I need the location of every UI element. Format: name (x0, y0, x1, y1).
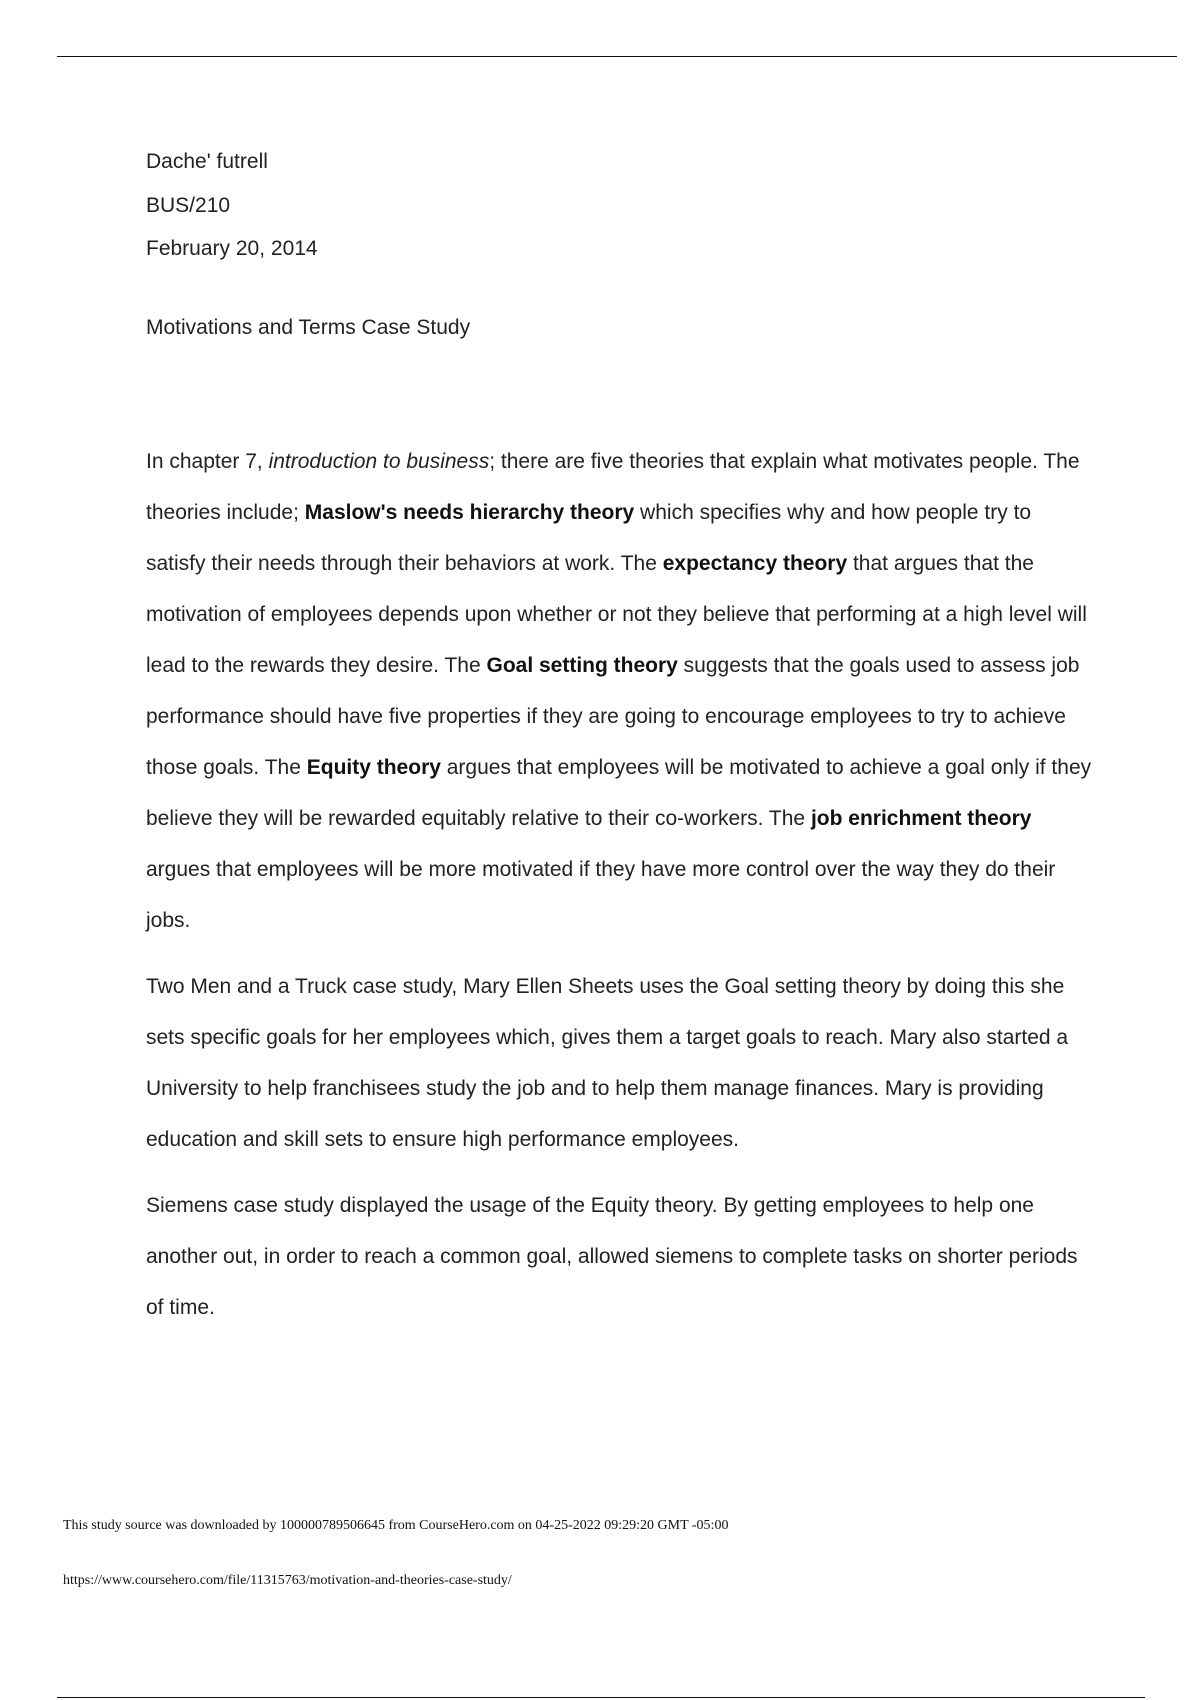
paragraph-text: that argues that the motivation of employees depends upon whether or not they believe that performing at a high level will lead to the rewards they desire. The (146, 551, 1087, 677)
paragraph-text: ; there are five theories that explain what motivates people. The theories include; (146, 449, 1080, 524)
download-source-note: This study source was downloaded by 100000789506645 from CourseHero.com on 04-25-2022 09:29:20 GMT -05:00 (63, 1518, 729, 1533)
paragraph-text: which specifies why and how people try to satisfy their needs through their behaviors at work. The (146, 500, 1032, 575)
term-expectancy: expectancy theory (662, 551, 848, 575)
paragraph-text: In chapter 7, (146, 449, 269, 473)
paragraph-siemens: Siemens case study displayed the usage of the Equity theory. By getting employees to help one another out, in order to reach a common goal, allowed siemens to complete tasks on shorter periods of time. (146, 1193, 1078, 1319)
source-url[interactable]: https://www.coursehero.com/file/11315763/motivation-and-theories-case-study/ (63, 1573, 512, 1588)
term-goal-setting: Goal setting theory (486, 653, 678, 677)
term-equity: Equity theory (306, 755, 441, 779)
document-title: Motivations and Terms Case Study (146, 315, 471, 339)
paragraph-two-men-truck: Two Men and a Truck case study, Mary Ellen Sheets uses the Goal setting theory by doing this she sets specific goals for her employees which, gives them a target goals to reach. Mary also started a University to help franchisees study the job and to help them manage finances. Mary is providing education and skill sets to ensure high performance employees. (146, 974, 1069, 1151)
top-rule (57, 56, 1177, 57)
paragraph-text: argues that employees will be motivated to achieve a goal only if they believe they will be rewarded equitably relative to their co-workers. The (146, 755, 1092, 830)
course-code: BUS/210 (146, 193, 231, 217)
document-body (146, 140, 1096, 1333)
bottom-rule (57, 1697, 1145, 1698)
paragraph-text: argues that employees will be more motivated if they have more control over the way they do their jobs. (146, 857, 1056, 932)
paragraph-text: suggests that the goals used to assess job performance should have five properties if they are going to encourage employees to try to achieve those goals. The (146, 653, 1080, 779)
document-date: February 20, 2014 (146, 237, 318, 260)
paragraph-theories (146, 436, 1096, 946)
author-name: Dache' futrell (146, 150, 268, 173)
term-job-enrichment: job enrichment theory (810, 806, 1032, 830)
book-title: introduction to business (268, 449, 490, 473)
term-maslow: Maslow's needs hierarchy theory (304, 500, 635, 524)
